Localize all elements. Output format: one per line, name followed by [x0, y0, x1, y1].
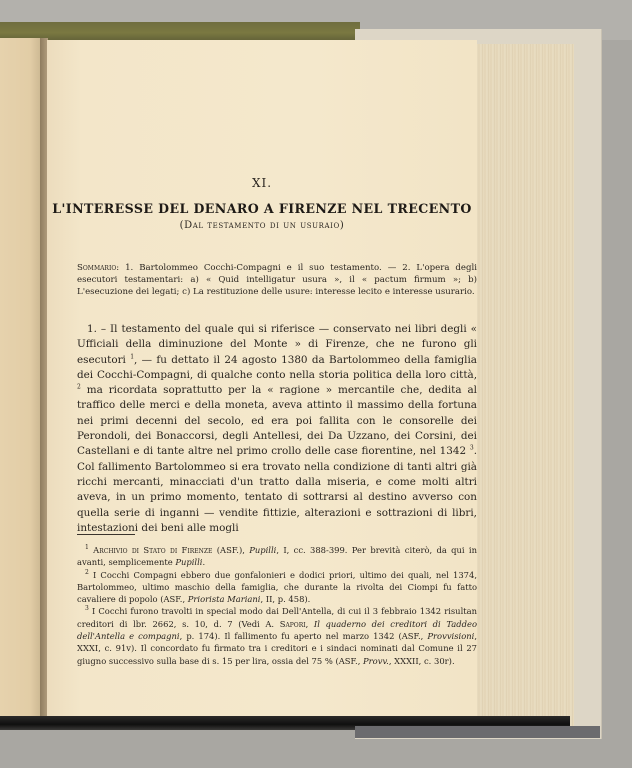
- footnote-text: , XXXII, c. 30r).: [388, 655, 455, 666]
- paragraph-1: [77, 322, 477, 536]
- book-cover-edge: [0, 22, 360, 40]
- paragraph-text: ma ricordata soprattutto per la « ragione » mercantile che, dedita al traffico delle merci e della moneta, aveva attinto il massimo della fortuna nei primi decenni del secolo, ed era poi fallita con le consorelle dei Perondoli, dei Bonaccorsi, degli Antellesi, dei Da Uzzano, dei Corsini, dei Castellani e di tante altre nel primo crollo delle case fiorentine, nel 1342: [77, 384, 477, 458]
- footnote-text: ,: [305, 618, 314, 629]
- footnote-author: Sapori: [279, 618, 306, 629]
- footnote-italic: Pupilli: [175, 557, 203, 568]
- footnote-text: , XXXI, c. 91v). Il concordato fu firmato tra i creditori e i sindaci nominati dal Comune il 27 giugno successivo sulla base di s. 15 per lira, ossia del 75 % (ASF.,: [77, 631, 477, 666]
- paragraph-text: , — fu dettato il 24 agosto 1380 da Bartolommeo della famiglia dei Cocchi-Compagni, di qualche conto nella storia politica della loro città,: [77, 353, 477, 381]
- footnotes: [77, 544, 477, 667]
- footnote-text: , II, p. 458).: [260, 594, 311, 605]
- chapter-title: L'INTERESSE DEL DENARO A FIRENZE NEL TRECENTO: [52, 201, 472, 216]
- chapter-subtitle: (Dal testamento di un usuraio): [179, 220, 345, 231]
- footnote-italic: Priorista Mariani: [187, 594, 261, 605]
- footnote-text: , p. 174). Il fallimento fu aperto nel marzo 1342 (ASF.,: [179, 631, 428, 642]
- footnote-italic: Provvisioni: [427, 631, 475, 642]
- chapter-number: XI.: [251, 176, 273, 190]
- footnote-1: [77, 544, 477, 569]
- footnote-number: 3: [85, 605, 89, 613]
- footnote-number: 2: [85, 568, 89, 576]
- footnote-text: , I, cc. 388-399. Per brevità citerò, da qui in avanti, semplicemente: [77, 545, 477, 568]
- footnote-italic: Provv.: [363, 655, 389, 666]
- footnote-ref-3[interactable]: 3: [469, 444, 474, 452]
- paragraph-text: 1. – Il testamento del quale qui si riferisce — conservato nei libri degli « Ufficiali della diminuzione del Monte » di Firenze, che ne furono gli esecutori: [77, 323, 477, 366]
- footnote-text: I Cocchi Compagni ebbero due gonfalonieri e dodici priori, ultimo dei quali, nel 1374, Bartolommeo, ultimo maschio della famiglia, che durante la rivolta dei Ciompi fu fatto cavaliere di popolo (ASF.,: [77, 569, 478, 605]
- summary-lead: Sommario:: [77, 263, 120, 273]
- footnote-source: Archivio di Stato di Firenze: [93, 545, 213, 555]
- footnote-number: 1: [85, 544, 89, 552]
- page-fore-edge: [477, 44, 574, 730]
- chapter-summary: [77, 262, 477, 298]
- footnote-text: .: [202, 557, 206, 568]
- footnote-italic: Il quaderno dei creditori di Taddeo dell'Antella e compagni: [77, 618, 477, 642]
- footnote-text: (ASF.),: [212, 545, 250, 555]
- cover-bottom-edge: [355, 726, 600, 738]
- footnote-divider: [77, 534, 135, 535]
- left-page: [0, 38, 43, 721]
- footnote-italic: Pupilli: [249, 545, 277, 555]
- body-text: [77, 322, 477, 536]
- footnote-text: I Cocchi furono travolti in special modo dai Dell'Antella, di cui il 3 febbraio 1342 risultan creditori di lbr. 2662, s. 10, d. 7 (Vedi A.: [77, 606, 477, 629]
- footnote-ref-1[interactable]: 1: [130, 353, 135, 361]
- summary-text: 1. Bartolommeo Cocchi-Compagni e il suo testamento. — 2. L'opera degli esecutori testamentari: a) « Quid intelligatur usura », il « pactum firmum »; b) L'esecuzione dei legati; c) La restituzione delle usure: interesse lecito e interesse usurario.: [77, 263, 477, 297]
- paragraph-text: . Col fallimento Bartolommeo si era trovato nella condizione di tanti altri già ricchi mercanti, minacciati d'un tratto dalla miseria, e come molti altri aveva, in un primo momento, tentato di sottrarsi al destino avverso con quella serie di inganni — vendite fittizie, alterazioni e sottrazioni di libri, intestazioni dei beni alle mogli: [77, 445, 477, 534]
- footnote-3: [77, 605, 477, 666]
- footnote-2: [77, 569, 477, 606]
- footnote-ref-2[interactable]: 2: [77, 383, 81, 391]
